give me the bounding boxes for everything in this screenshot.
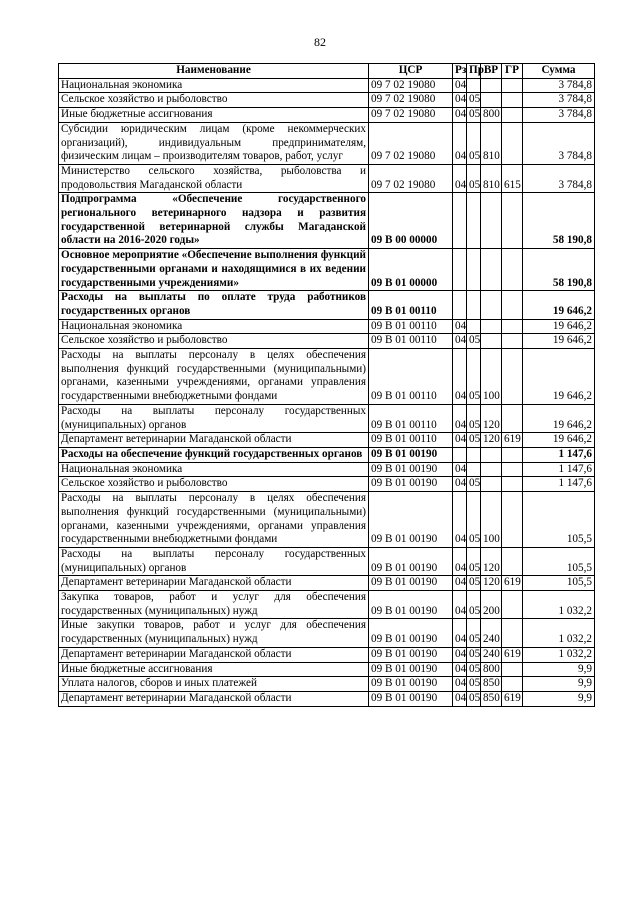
cell-csr: 09 В 01 00190 bbox=[369, 547, 453, 575]
cell-pr: 05 bbox=[467, 547, 481, 575]
cell-name: Иные бюджетные ассигнования bbox=[59, 108, 369, 123]
cell-csr: 09 В 01 00190 bbox=[369, 462, 453, 477]
cell-sum: 3 784,8 bbox=[523, 164, 595, 192]
cell-pr: 05 bbox=[467, 108, 481, 123]
cell-vr: 800 bbox=[481, 108, 502, 123]
cell-gr bbox=[502, 662, 523, 677]
cell-name: Национальная экономика bbox=[59, 462, 369, 477]
cell-rz: 04 bbox=[453, 108, 467, 123]
cell-rz: 04 bbox=[453, 164, 467, 192]
cell-pr: 05 bbox=[467, 164, 481, 192]
cell-pr: 05 bbox=[467, 677, 481, 692]
cell-name: Расходы на выплаты персоналу государственных (муниципальных) органов bbox=[59, 547, 369, 575]
cell-vr bbox=[481, 93, 502, 108]
cell-rz: 04 bbox=[453, 404, 467, 432]
cell-sum: 3 784,8 bbox=[523, 93, 595, 108]
table-row bbox=[59, 691, 595, 706]
table-row bbox=[59, 447, 595, 462]
cell-rz: 04 bbox=[453, 647, 467, 662]
cell-gr bbox=[502, 477, 523, 492]
cell-pr: 05 bbox=[467, 433, 481, 448]
cell-vr: 240 bbox=[481, 619, 502, 647]
cell-csr: 09 В 01 00190 bbox=[369, 619, 453, 647]
cell-vr bbox=[481, 447, 502, 462]
cell-csr: 09 В 01 00110 bbox=[369, 349, 453, 405]
cell-pr: 05 bbox=[467, 662, 481, 677]
header-vr: ВР bbox=[481, 64, 502, 79]
cell-sum: 1 147,6 bbox=[523, 462, 595, 477]
cell-rz: 04 bbox=[453, 619, 467, 647]
cell-vr: 100 bbox=[481, 492, 502, 548]
cell-rz: 04 bbox=[453, 349, 467, 405]
cell-sum: 19 646,2 bbox=[523, 334, 595, 349]
cell-vr: 120 bbox=[481, 404, 502, 432]
cell-rz: 04 bbox=[453, 591, 467, 619]
page-number: 82 bbox=[314, 35, 326, 49]
cell-vr bbox=[481, 291, 502, 319]
table-row bbox=[59, 591, 595, 619]
cell-gr bbox=[502, 249, 523, 291]
cell-vr bbox=[481, 334, 502, 349]
cell-pr: 05 bbox=[467, 93, 481, 108]
cell-csr: 09 В 00 00000 bbox=[369, 193, 453, 249]
cell-csr: 09 7 02 19080 bbox=[369, 164, 453, 192]
cell-pr: 05 bbox=[467, 492, 481, 548]
cell-gr bbox=[502, 591, 523, 619]
table-row bbox=[59, 78, 595, 93]
cell-name: Сельское хозяйство и рыболовство bbox=[59, 477, 369, 492]
cell-rz: 04 bbox=[453, 78, 467, 93]
cell-rz: 04 bbox=[453, 433, 467, 448]
cell-rz bbox=[453, 291, 467, 319]
cell-sum: 1 032,2 bbox=[523, 591, 595, 619]
cell-vr: 850 bbox=[481, 677, 502, 692]
cell-vr: 810 bbox=[481, 122, 502, 164]
cell-sum: 19 646,2 bbox=[523, 291, 595, 319]
cell-vr: 120 bbox=[481, 547, 502, 575]
cell-vr: 800 bbox=[481, 662, 502, 677]
cell-vr: 850 bbox=[481, 691, 502, 706]
cell-pr bbox=[467, 78, 481, 93]
cell-pr: 05 bbox=[467, 591, 481, 619]
cell-pr bbox=[467, 291, 481, 319]
cell-csr: 09 7 02 19080 bbox=[369, 122, 453, 164]
cell-sum: 9,9 bbox=[523, 662, 595, 677]
cell-sum: 105,5 bbox=[523, 576, 595, 591]
cell-rz: 04 bbox=[453, 547, 467, 575]
cell-sum: 58 190,8 bbox=[523, 193, 595, 249]
cell-csr: 09 В 01 00190 bbox=[369, 691, 453, 706]
cell-gr bbox=[502, 193, 523, 249]
cell-csr: 09 7 02 19080 bbox=[369, 78, 453, 93]
cell-rz bbox=[453, 249, 467, 291]
cell-gr bbox=[502, 547, 523, 575]
cell-rz: 04 bbox=[453, 334, 467, 349]
cell-name: Министерство сельского хозяйства, рыболовства и продовольствия Магаданской области bbox=[59, 164, 369, 192]
cell-gr bbox=[502, 334, 523, 349]
cell-name: Департамент ветеринарии Магаданской области bbox=[59, 647, 369, 662]
cell-csr: 09 7 02 19080 bbox=[369, 93, 453, 108]
cell-csr: 09 В 01 00190 bbox=[369, 477, 453, 492]
table-row bbox=[59, 662, 595, 677]
cell-sum: 9,9 bbox=[523, 691, 595, 706]
cell-vr: 200 bbox=[481, 591, 502, 619]
cell-csr: 09 В 01 00110 bbox=[369, 404, 453, 432]
cell-sum: 1 147,6 bbox=[523, 447, 595, 462]
cell-csr: 09 В 01 00190 bbox=[369, 662, 453, 677]
cell-name: Уплата налогов, сборов и иных платежей bbox=[59, 677, 369, 692]
cell-sum: 58 190,8 bbox=[523, 249, 595, 291]
header-sum: Сумма bbox=[523, 64, 595, 79]
header-csr: ЦСР bbox=[369, 64, 453, 79]
cell-gr bbox=[502, 492, 523, 548]
cell-csr: 09 В 01 00110 bbox=[369, 319, 453, 334]
cell-rz bbox=[453, 193, 467, 249]
cell-csr: 09 В 01 00190 bbox=[369, 677, 453, 692]
table-row bbox=[59, 477, 595, 492]
cell-sum: 3 784,8 bbox=[523, 122, 595, 164]
cell-name: Расходы на выплаты персоналу в целях обеспечения выполнения функций государственными (муниципальными) органами, казенными учреждениями, органами управления государственными внебюджетными фондами bbox=[59, 492, 369, 548]
cell-gr bbox=[502, 619, 523, 647]
header-gr: ГР bbox=[502, 64, 523, 79]
cell-name: Расходы на выплаты персоналу в целях обеспечения выполнения функций государственными (муниципальными) органами, казенными учреждениями, органами управления государственными внебюджетными фондами bbox=[59, 349, 369, 405]
cell-csr: 09 В 01 00110 bbox=[369, 334, 453, 349]
cell-gr bbox=[502, 108, 523, 123]
header-pr: Пр bbox=[467, 64, 481, 79]
cell-gr bbox=[502, 122, 523, 164]
table-row bbox=[59, 677, 595, 692]
cell-vr bbox=[481, 477, 502, 492]
table-row bbox=[59, 576, 595, 591]
cell-csr: 09 В 01 00190 bbox=[369, 576, 453, 591]
cell-csr: 09 В 01 00190 bbox=[369, 492, 453, 548]
cell-csr: 09 В 01 00190 bbox=[369, 447, 453, 462]
cell-pr: 05 bbox=[467, 349, 481, 405]
table-row bbox=[59, 164, 595, 192]
cell-pr bbox=[467, 319, 481, 334]
table-row bbox=[59, 319, 595, 334]
cell-gr bbox=[502, 462, 523, 477]
cell-name: Расходы на выплаты по оплате труда работников государственных органов bbox=[59, 291, 369, 319]
cell-vr bbox=[481, 462, 502, 477]
cell-name: Сельское хозяйство и рыболовство bbox=[59, 93, 369, 108]
cell-name: Иные бюджетные ассигнования bbox=[59, 662, 369, 677]
cell-pr bbox=[467, 193, 481, 249]
table-row bbox=[59, 462, 595, 477]
cell-pr bbox=[467, 249, 481, 291]
cell-sum: 19 646,2 bbox=[523, 433, 595, 448]
cell-gr bbox=[502, 677, 523, 692]
table-row bbox=[59, 93, 595, 108]
cell-pr: 05 bbox=[467, 619, 481, 647]
cell-sum: 19 646,2 bbox=[523, 349, 595, 405]
cell-name: Национальная экономика bbox=[59, 78, 369, 93]
cell-sum: 1 147,6 bbox=[523, 477, 595, 492]
cell-sum: 105,5 bbox=[523, 492, 595, 548]
header-rz: Рз bbox=[453, 64, 467, 79]
cell-name: Основное мероприятие «Обеспечение выполнения функций государственными органами и находящимися в их ведении государственными учреждениями» bbox=[59, 249, 369, 291]
cell-csr: 09 7 02 19080 bbox=[369, 108, 453, 123]
cell-name: Иные закупки товаров, работ и услуг для обеспечения государственных (муниципальных) нужд bbox=[59, 619, 369, 647]
cell-name: Департамент ветеринарии Магаданской области bbox=[59, 576, 369, 591]
cell-rz: 04 bbox=[453, 122, 467, 164]
cell-gr: 619 bbox=[502, 647, 523, 662]
table-row bbox=[59, 122, 595, 164]
cell-csr: 09 В 01 00190 bbox=[369, 647, 453, 662]
table-row bbox=[59, 249, 595, 291]
cell-name: Сельское хозяйство и рыболовство bbox=[59, 334, 369, 349]
cell-gr: 619 bbox=[502, 433, 523, 448]
cell-pr: 05 bbox=[467, 334, 481, 349]
table-row bbox=[59, 619, 595, 647]
cell-gr: 619 bbox=[502, 691, 523, 706]
table-row bbox=[59, 433, 595, 448]
cell-vr: 810 bbox=[481, 164, 502, 192]
cell-name: Подпрограмма «Обеспечение государственного регионального ветеринарного надзора и развития государственной ветеринарной службы Магаданской области на 2016-2020 годы» bbox=[59, 193, 369, 249]
cell-rz: 04 bbox=[453, 477, 467, 492]
cell-sum: 105,5 bbox=[523, 547, 595, 575]
cell-gr bbox=[502, 349, 523, 405]
cell-rz: 04 bbox=[453, 662, 467, 677]
table-row bbox=[59, 334, 595, 349]
cell-vr bbox=[481, 249, 502, 291]
cell-rz: 04 bbox=[453, 319, 467, 334]
cell-gr bbox=[502, 447, 523, 462]
cell-name: Субсидии юридическим лицам (кроме некоммерческих организаций), индивидуальным предпринимателям, физическим лицам – производителям товаров, работ, услуг bbox=[59, 122, 369, 164]
cell-csr: 09 В 01 00110 bbox=[369, 291, 453, 319]
cell-rz: 04 bbox=[453, 492, 467, 548]
cell-rz: 04 bbox=[453, 576, 467, 591]
cell-pr: 05 bbox=[467, 647, 481, 662]
cell-pr: 05 bbox=[467, 576, 481, 591]
cell-gr: 615 bbox=[502, 164, 523, 192]
cell-sum: 3 784,8 bbox=[523, 108, 595, 123]
cell-rz: 04 bbox=[453, 691, 467, 706]
cell-name: Национальная экономика bbox=[59, 319, 369, 334]
cell-vr bbox=[481, 193, 502, 249]
cell-pr: 05 bbox=[467, 404, 481, 432]
table-row bbox=[59, 492, 595, 548]
cell-rz: 04 bbox=[453, 677, 467, 692]
cell-pr bbox=[467, 447, 481, 462]
cell-gr: 619 bbox=[502, 576, 523, 591]
cell-sum: 1 032,2 bbox=[523, 647, 595, 662]
cell-csr: 09 В 01 00000 bbox=[369, 249, 453, 291]
cell-vr: 120 bbox=[481, 576, 502, 591]
header-name: Наименование bbox=[59, 64, 369, 79]
cell-sum: 3 784,8 bbox=[523, 78, 595, 93]
cell-pr: 05 bbox=[467, 477, 481, 492]
cell-vr bbox=[481, 78, 502, 93]
cell-name: Закупка товаров, работ и услуг для обеспечения государственных (муниципальных) нужд bbox=[59, 591, 369, 619]
table-body bbox=[59, 78, 595, 706]
table-header-row bbox=[59, 64, 595, 79]
cell-csr: 09 В 01 00190 bbox=[369, 591, 453, 619]
table-row bbox=[59, 547, 595, 575]
cell-pr bbox=[467, 462, 481, 477]
table-row bbox=[59, 647, 595, 662]
cell-sum: 19 646,2 bbox=[523, 404, 595, 432]
table-row bbox=[59, 349, 595, 405]
cell-pr: 05 bbox=[467, 122, 481, 164]
cell-vr: 100 bbox=[481, 349, 502, 405]
cell-rz: 04 bbox=[453, 462, 467, 477]
table-row bbox=[59, 108, 595, 123]
cell-gr bbox=[502, 404, 523, 432]
cell-vr: 240 bbox=[481, 647, 502, 662]
cell-name: Расходы на выплаты персоналу государственных (муниципальных) органов bbox=[59, 404, 369, 432]
cell-gr bbox=[502, 78, 523, 93]
cell-vr bbox=[481, 319, 502, 334]
cell-rz bbox=[453, 447, 467, 462]
cell-vr: 120 bbox=[481, 433, 502, 448]
cell-pr: 05 bbox=[467, 691, 481, 706]
cell-sum: 19 646,2 bbox=[523, 319, 595, 334]
cell-name: Расходы на обеспечение функций государственных органов bbox=[59, 447, 369, 462]
cell-gr bbox=[502, 93, 523, 108]
table-row bbox=[59, 291, 595, 319]
cell-gr bbox=[502, 291, 523, 319]
table-row bbox=[59, 404, 595, 432]
budget-table bbox=[58, 63, 595, 707]
cell-csr: 09 В 01 00110 bbox=[369, 433, 453, 448]
cell-sum: 9,9 bbox=[523, 677, 595, 692]
table-row bbox=[59, 193, 595, 249]
cell-sum: 1 032,2 bbox=[523, 619, 595, 647]
cell-gr bbox=[502, 319, 523, 334]
cell-name: Департамент ветеринарии Магаданской области bbox=[59, 691, 369, 706]
cell-rz: 04 bbox=[453, 93, 467, 108]
cell-name: Департамент ветеринарии Магаданской области bbox=[59, 433, 369, 448]
